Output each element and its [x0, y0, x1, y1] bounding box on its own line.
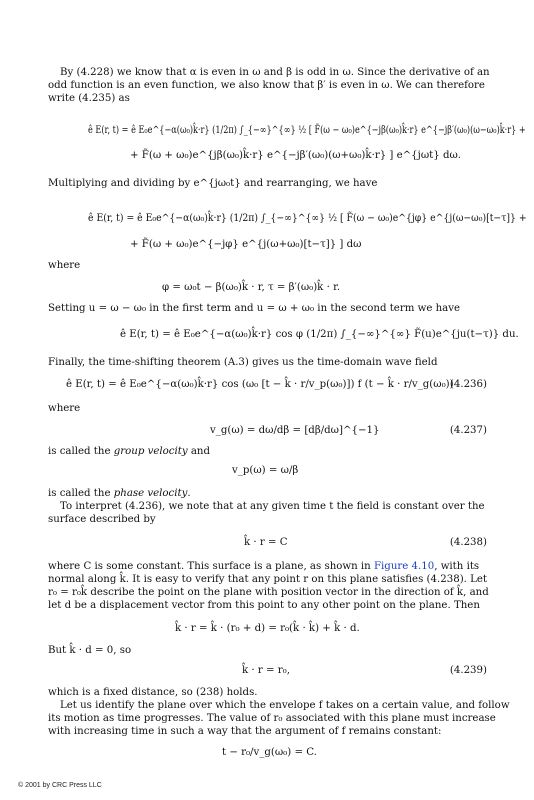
equation-line: + F̃(ω + ω₀)e^{−jφ} e^{j(ω+ω₀)[t−τ]} ] dω — [130, 239, 362, 250]
equation-line: + F̃(ω + ω₀)e^{jβ(ω₀)k̂·r} e^{−jβ′(ω₀)(ω+ω₀)k̂·r} ] e^{jωt} dω. — [130, 150, 462, 161]
equation-line: ê E(r, t) = ê E₀e^{−α(ω₀)k̂·r} cos (ω₀ [t − k̂ · r/v_p(ω₀)]) f (t − k̂ · r/v_g(ω₀)) — [66, 379, 454, 390]
text-span: is called the — [48, 488, 114, 499]
equation-number: (4.236) — [449, 379, 487, 390]
equation-line: ê E(r, t) = ê E₀e^{−α(ω₀)k̂·r} (1/2π) ∫_{−∞}^{∞} ½ [ F̃(ω − ω₀)e^{jφ} e^{j(ω−ω₀)[t−τ]} + — [88, 213, 527, 224]
text-span: and — [187, 446, 210, 457]
paragraph-line: let d be a displacement vector from this point to any other point on the plane. Then — [48, 600, 480, 611]
text-span: , with its — [434, 561, 480, 572]
equation-line: t − r₀/v_g(ω₀) = C. — [222, 747, 317, 758]
term-group-velocity: group velocity — [113, 446, 188, 457]
paragraph-line: surface described by — [48, 514, 156, 525]
equation-line: ê E(r, t) = ê E₀e^{−α(ω₀)k̂·r} cos φ (1/2π) ∫_{−∞}^{∞} F̃(u)e^{ju(t−τ)} du. — [120, 329, 519, 340]
paragraph-line: its motion as time progresses. The value of r₀ associated with this plane must increase — [48, 713, 496, 724]
paragraph-line: By (4.228) we know that α is even in ω and β is odd in ω. Since the derivative of an — [60, 67, 490, 78]
figure-link[interactable]: Figure 4.10 — [373, 561, 435, 572]
paragraph-line: normal along k̂. It is easy to verify that any point r on this plane satisfies (4.238). Let — [48, 574, 488, 585]
paragraph-line: odd function is an even function, we also know that β′ is even in ω. We can therefore — [48, 80, 485, 91]
text-span: . — [187, 488, 191, 499]
equation-line: k̂ · r = k̂ · (r₀ + d) = r₀(k̂ · k̂) + k̂ · d. — [175, 623, 360, 634]
paragraph-line — [48, 445, 210, 458]
text-span: is called the — [48, 446, 114, 457]
paragraph-line: Finally, the time-shifting theorem (A.3) gives us the time-domain wave field — [48, 357, 438, 368]
equation-line: k̂ · r = r₀, — [242, 665, 290, 676]
paragraph-line: But k̂ · d = 0, so — [48, 645, 132, 656]
paragraph-line: Let us identify the plane over which the envelope f takes on a certain value, and follow — [60, 700, 510, 711]
equation-line: ê E(r, t) = ê E₀e^{−α(ω₀)k̂·r} (1/2π) ∫_{−∞}^{∞} ½ [ F̃(ω − ω₀)e^{−jβ(ω₀)k̂·r} e^{−jβ′(ω₀)(ω−ω₀)k̂·r} + — [88, 125, 526, 136]
paragraph-line: where — [48, 260, 81, 271]
paragraph-line — [48, 487, 191, 500]
equation-number: (4.238) — [449, 537, 487, 548]
equation-line: v_g(ω) = dω/dβ = [dβ/dω]^{−1} — [210, 425, 380, 436]
paragraph-line: r₀ = r₀k̂ describe the point on the plane with position vector in the direction of k̂, and — [48, 587, 489, 598]
paragraph-line: where — [48, 403, 81, 414]
paragraph-line — [48, 560, 479, 573]
paragraph-line: which is a fixed distance, so (238) holds. — [48, 687, 258, 698]
paragraph-line: write (4.235) as — [48, 93, 130, 104]
equation-line: k̂ · r = C — [244, 537, 288, 548]
equation-number: (4.239) — [449, 665, 487, 676]
copyright-footer: © 2001 by CRC Press LLC — [18, 782, 102, 789]
paragraph-line: To interpret (4.236), we note that at any given time t the field is constant over the — [60, 501, 485, 512]
text-span: where C is some constant. This surface is a plane, as shown in — [48, 561, 374, 572]
term-phase-velocity: phase velocity — [113, 488, 188, 499]
equation-number: (4.237) — [449, 425, 487, 436]
equation-line: φ = ω₀t − β(ω₀)k̂ · r, τ = β′(ω₀)k̂ · r. — [162, 282, 341, 293]
paragraph-line: with increasing time in such a way that the argument of f remains constant: — [48, 726, 442, 737]
paragraph-line: Setting u = ω − ω₀ in the first term and u = ω + ω₀ in the second term we have — [48, 303, 461, 314]
equation-line: v_p(ω) = ω/β — [232, 465, 299, 476]
paragraph-line: Multiplying and dividing by e^{jω₀t} and rearranging, we have — [48, 178, 378, 189]
